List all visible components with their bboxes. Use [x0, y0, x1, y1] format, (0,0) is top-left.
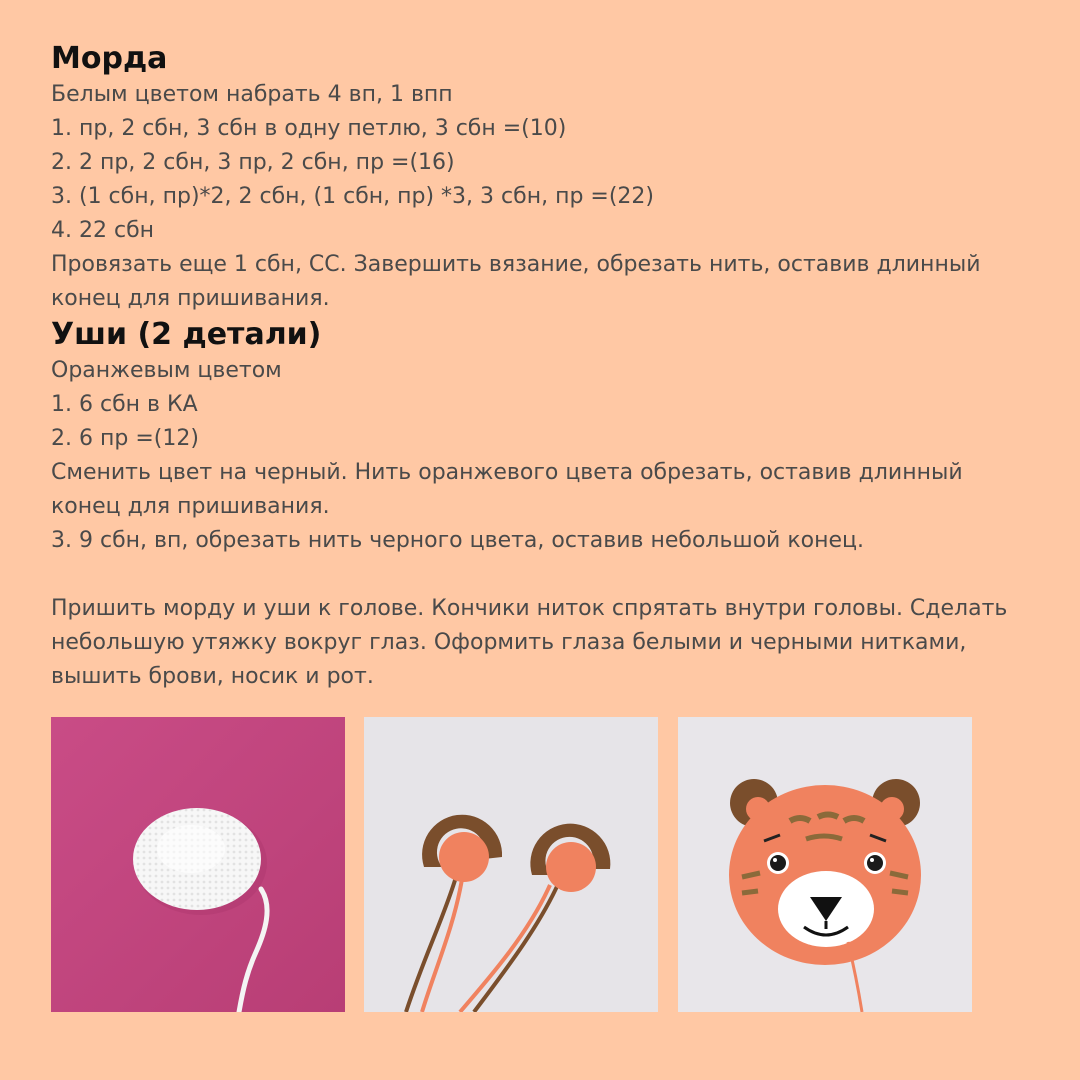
muzzle-line: 3. (1 сбн, пр)*2, 2 сбн, (1 сбн, пр) *3, 3 сбн, пр =(22)	[51, 184, 655, 209]
final-line: вышить брови, носик и рот.	[51, 664, 374, 689]
ears-line: Сменить цвет на черный. Нить оранжевого цвета обрезать, оставив длинный	[51, 460, 963, 485]
ears-line: 3. 9 сбн, вп, обрезать нить черного цвета, оставив небольшой конец.	[51, 528, 864, 553]
final-line: Пришить морду и уши к голове. Кончики ниток спрятать внутри головы. Сделать	[51, 596, 1008, 621]
muzzle-line: конец для пришивания.	[51, 286, 330, 311]
photo-strip	[51, 717, 972, 1012]
ears-line: 2. 6 пр =(12)	[51, 426, 199, 451]
muzzle-illustration	[51, 717, 345, 1012]
ears-line: 1. 6 сбн в КА	[51, 392, 198, 417]
light-background	[364, 717, 658, 1012]
photo-muzzle	[51, 717, 345, 1012]
muzzle-line: 4. 22 сбн	[51, 218, 155, 243]
muzzle-line: 2. 2 пр, 2 сбн, 3 пр, 2 сбн, пр =(16)	[51, 150, 455, 175]
ears-illustration	[364, 717, 658, 1012]
photo-ears	[364, 717, 658, 1012]
section-title-muzzle: Морда	[51, 41, 168, 76]
tiger-illustration	[678, 717, 972, 1012]
spacer	[51, 558, 1011, 592]
muzzle-line: Белым цветом набрать 4 вп, 1 впп	[51, 82, 453, 107]
muzzle-line: 1. пр, 2 сбн, 3 сбн в одну петлю, 3 сбн =(10)	[51, 116, 567, 141]
muzzle-line: Провязать еще 1 сбн, СС. Завершить вязание, обрезать нить, оставив длинный	[51, 252, 981, 277]
final-line: небольшую утяжку вокруг глаз. Оформить глаза белыми и черными нитками,	[51, 630, 967, 655]
section-title-ears: Уши (2 детали)	[51, 317, 322, 352]
photo-tiger-head	[678, 717, 972, 1012]
instructions	[51, 40, 1011, 694]
ears-line: конец для пришивания.	[51, 494, 330, 519]
ears-line: Оранжевым цветом	[51, 358, 282, 383]
